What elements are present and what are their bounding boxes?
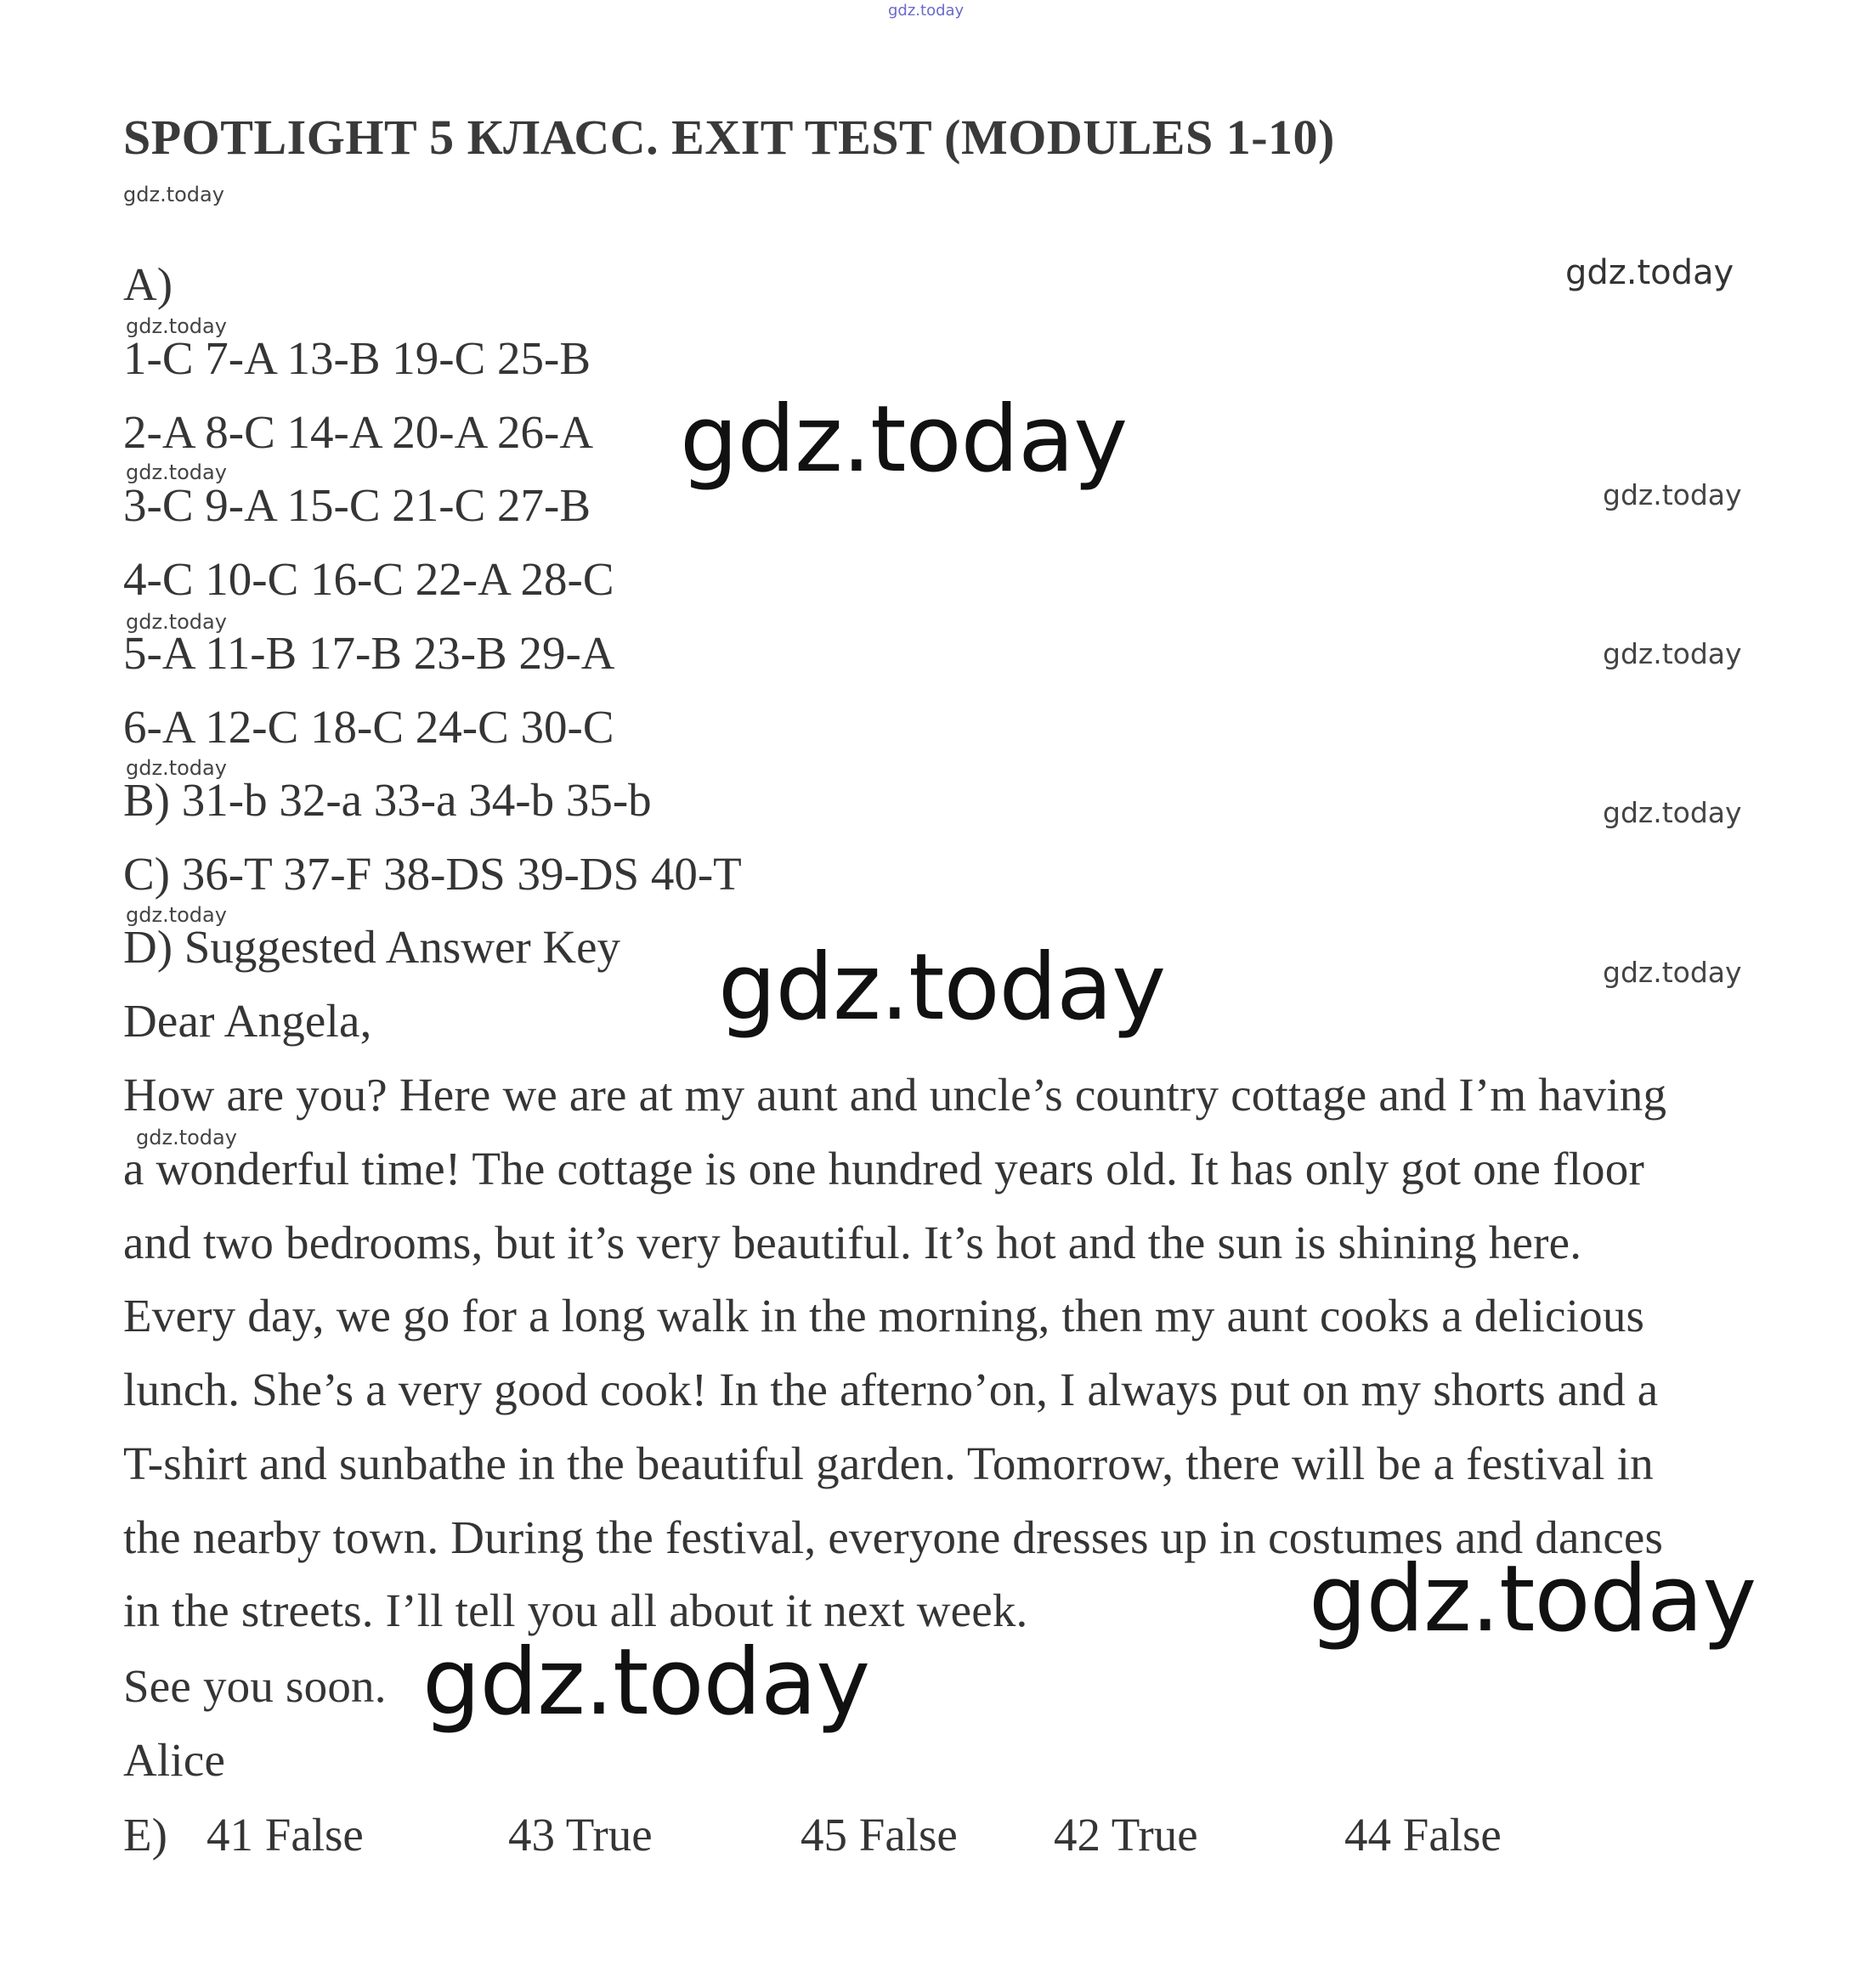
section-b-answers: B) 31-b 32-a 33-a 34-b 35-b	[123, 774, 652, 826]
letter-greeting: Dear Angela,	[123, 995, 372, 1047]
section-d-heading: D) Suggested Answer Key	[123, 921, 621, 973]
letter-line: How are you? Here we are at my aunt and uncle’s country cottage and I’m having	[123, 1069, 1667, 1121]
answer-row-5: 5-A 11-B 17-B 23-B 29-A	[123, 627, 615, 679]
watermark-text: gdz.today	[136, 1126, 237, 1149]
watermark-text: gdz.today	[126, 610, 227, 634]
letter-line: lunch. She’s a very good cook! In the afterno’on, I always put on my shorts and a	[123, 1364, 1659, 1415]
watermark-text: gdz.today	[680, 387, 1128, 493]
letter-line: the nearby town. During the festival, everyone dresses up in costumes and dances	[123, 1511, 1664, 1563]
letter-line: T-shirt and sunbathe in the beautiful garden. Tomorrow, there will be a festival in	[123, 1437, 1654, 1489]
letter-line: and two bedrooms, but it’s very beautiful. It’s hot and the sun is shining here.	[123, 1217, 1582, 1268]
section-a-label: A)	[123, 258, 173, 310]
page-title: SPOTLIGHT 5 КЛАСС. EXIT TEST (MODULES 1-10)	[123, 110, 1335, 165]
letter-signature: Alice	[123, 1734, 226, 1786]
letter-closing: See you soon.	[123, 1660, 387, 1712]
watermark-text: gdz.today	[718, 935, 1166, 1041]
watermark-text: gdz.today	[1309, 1546, 1757, 1652]
watermark-text: gdz.today	[1603, 796, 1742, 829]
watermark-text: gdz.today	[1603, 637, 1742, 670]
answer-row-6: 6-A 12-C 18-C 24-C 30-C	[123, 701, 614, 753]
section-e-item: 44 False	[1344, 1809, 1502, 1861]
section-e-label: E)	[123, 1809, 167, 1861]
section-e-item: 42 True	[1054, 1809, 1198, 1861]
watermark-text: gdz.today	[126, 314, 227, 338]
header-watermark: gdz.today	[888, 2, 965, 20]
watermark-text: gdz.today	[1565, 253, 1734, 292]
section-c-answers: C) 36-T 37-F 38-DS 39-DS 40-T	[123, 848, 742, 900]
letter-line: a wonderful time! The cottage is one hundred years old. It has only got one floor	[123, 1143, 1644, 1194]
letter-line: Every day, we go for a long walk in the morning, then my aunt cooks a delicious	[123, 1290, 1645, 1341]
section-e-item: 45 False	[801, 1809, 958, 1861]
watermark-text: gdz.today	[1603, 478, 1742, 511]
watermark-text: gdz.today	[1603, 956, 1742, 989]
watermark-text: gdz.today	[126, 903, 227, 927]
answer-row-2: 2-A 8-C 14-A 20-A 26-A	[123, 406, 594, 458]
watermark-text: gdz.today	[422, 1629, 870, 1736]
answer-row-3: 3-C 9-A 15-C 21-C 27-B	[123, 479, 591, 531]
letter-line: in the streets. I’ll tell you all about it next week.	[123, 1584, 1028, 1636]
watermark-text: gdz.today	[126, 756, 227, 780]
section-e-item: 41 False	[206, 1809, 364, 1861]
section-e-item: 43 True	[508, 1809, 653, 1861]
watermark-text: gdz.today	[126, 460, 227, 484]
answer-row-4: 4-C 10-C 16-C 22-A 28-C	[123, 553, 614, 605]
answer-row-1: 1-C 7-A 13-B 19-C 25-B	[123, 332, 591, 384]
watermark-text: gdz.today	[123, 183, 224, 206]
